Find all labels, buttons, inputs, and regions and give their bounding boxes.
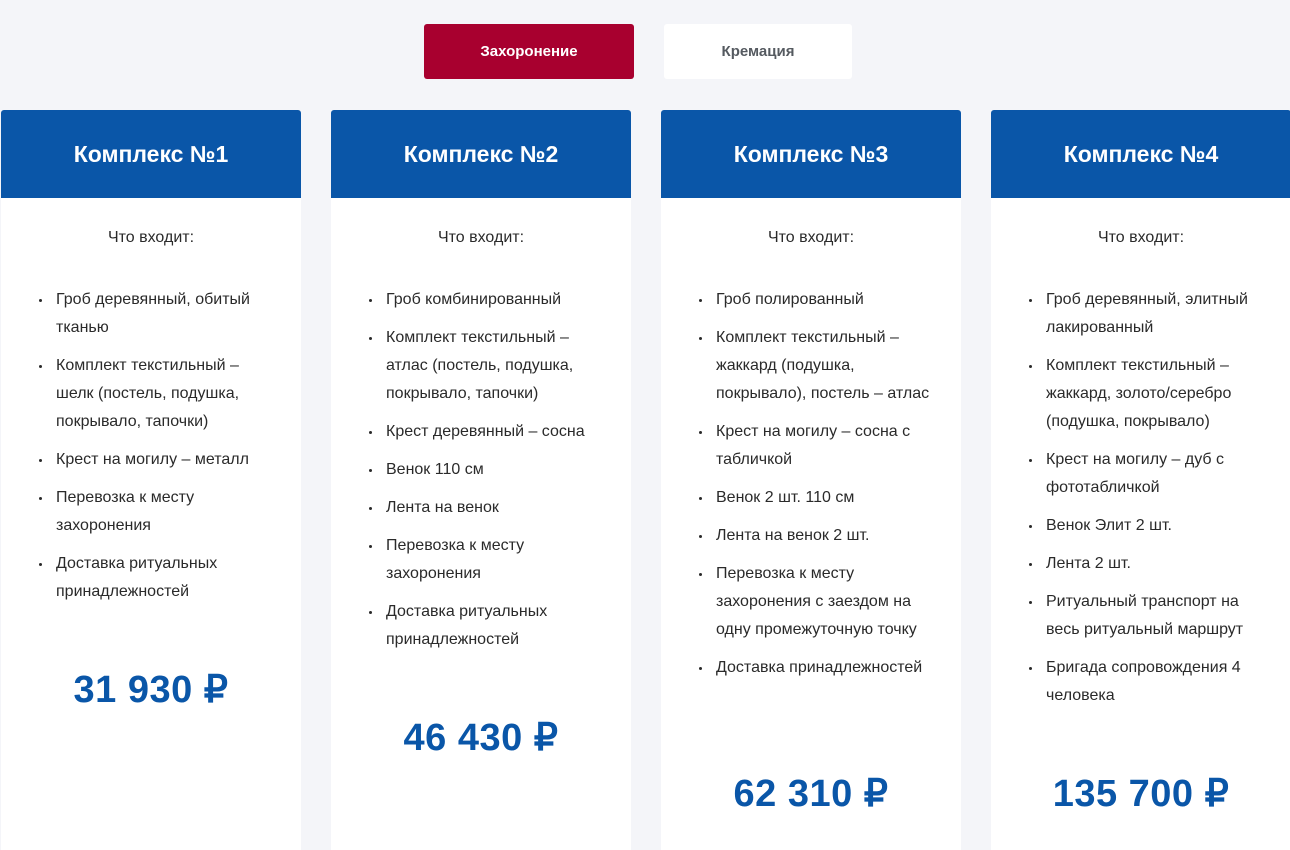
item-text: Венок Элит 2 шт. [1046, 517, 1172, 534]
bullet-icon [369, 337, 372, 340]
item-text: Бригада сопровождения 4 человека [1046, 659, 1241, 704]
item-text: Комплект текстильный – жаккард (подушка, покрывало), постель – атлас [716, 329, 930, 402]
bullet-icon [369, 611, 372, 614]
list-item [1029, 588, 1269, 644]
card-title: Комплекс №3 [661, 110, 961, 198]
package-card-4 [991, 110, 1290, 850]
bullet-icon [39, 299, 42, 302]
item-text: Комплект текстильный – атлас (постель, подушка, покрывало, тапочки) [386, 329, 574, 402]
list-item [699, 654, 939, 682]
item-text: Гроб полированный [716, 291, 864, 308]
includes-label: Что входит: [767, 229, 855, 246]
bullet-icon [699, 431, 702, 434]
includes-list [1029, 286, 1269, 720]
package-type-tabs [0, 24, 1290, 80]
list-item [39, 352, 279, 436]
list-item [1029, 512, 1269, 540]
item-text: Перевозка к месту захоронения [56, 489, 195, 534]
includes-label: Что входит: [107, 229, 195, 246]
bullet-icon [699, 573, 702, 576]
list-item [699, 560, 939, 644]
package-card-3 [661, 110, 961, 850]
bullet-icon [39, 365, 42, 368]
list-item [699, 484, 939, 512]
bullet-icon [699, 299, 702, 302]
item-text: Крест на могилу – дуб с фототабличкой [1046, 451, 1224, 496]
bullet-icon [699, 497, 702, 500]
item-text: Ритуальный транспорт на весь ритуальный маршрут [1046, 593, 1244, 638]
package-cards [1, 110, 1290, 840]
bullet-icon [699, 337, 702, 340]
package-price: 31 930 ₽ [73, 669, 229, 711]
list-item [39, 550, 279, 606]
package-card-1 [1, 110, 301, 850]
package-card-2 [331, 110, 631, 850]
list-item [39, 446, 279, 474]
includes-list [369, 286, 609, 664]
list-item [699, 418, 939, 474]
card-title: Комплекс №4 [991, 110, 1290, 198]
bullet-icon [39, 563, 42, 566]
list-item [699, 286, 939, 314]
bullet-icon [1029, 667, 1032, 670]
list-item [1029, 654, 1269, 710]
list-item [369, 532, 609, 588]
tab-cremation[interactable]: Кремация [664, 24, 852, 79]
item-text: Комплект текстильный – шелк (постель, подушка, покрывало, тапочки) [56, 357, 240, 430]
item-text: Перевозка к месту захоронения [386, 537, 525, 582]
item-text: Комплект текстильный – жаккард, золото/серебро (подушка, покрывало) [1046, 357, 1232, 430]
bullet-icon [39, 459, 42, 462]
card-title: Комплекс №2 [331, 110, 631, 198]
bullet-icon [369, 545, 372, 548]
list-item [1029, 352, 1269, 436]
item-text: Доставка ритуальных принадлежностей [386, 603, 548, 648]
includes-list [699, 286, 939, 692]
item-text: Лента на венок [386, 499, 499, 516]
list-item [369, 598, 609, 654]
package-price: 46 430 ₽ [403, 717, 559, 759]
bullet-icon [369, 469, 372, 472]
item-text: Лента на венок 2 шт. [716, 527, 870, 544]
item-text: Гроб комбинированный [386, 291, 562, 308]
card-title: Комплекс №1 [1, 110, 301, 198]
package-price: 135 700 ₽ [1052, 773, 1230, 815]
item-text: Гроб деревянный, элитный лакированный [1046, 291, 1248, 336]
bullet-icon [1029, 459, 1032, 462]
item-text: Доставка принадлежностей [716, 659, 923, 676]
bullet-icon [369, 507, 372, 510]
includes-list [39, 286, 279, 616]
bullet-icon [39, 497, 42, 500]
item-text: Доставка ритуальных принадлежностей [56, 555, 218, 600]
list-item [1029, 446, 1269, 502]
item-text: Лента 2 шт. [1046, 555, 1131, 572]
list-item [39, 286, 279, 342]
item-text: Гроб деревянный, обитый тканью [56, 291, 250, 336]
list-item [1029, 286, 1269, 342]
item-text: Крест деревянный – сосна [386, 423, 585, 440]
bullet-icon [1029, 563, 1032, 566]
list-item [369, 418, 609, 446]
item-text: Венок 2 шт. 110 см [716, 489, 855, 506]
includes-label: Что входит: [437, 229, 525, 246]
bullet-icon [1029, 365, 1032, 368]
bullet-icon [1029, 525, 1032, 528]
list-item [369, 286, 609, 314]
bullet-icon [369, 299, 372, 302]
includes-label: Что входит: [1097, 229, 1185, 246]
list-item [1029, 550, 1269, 578]
bullet-icon [1029, 299, 1032, 302]
list-item [699, 522, 939, 550]
item-text: Крест на могилу – металл [56, 451, 249, 468]
list-item [369, 456, 609, 484]
bullet-icon [699, 535, 702, 538]
list-item [369, 324, 609, 408]
item-text: Венок 110 см [386, 461, 484, 478]
item-text: Перевозка к месту захоронения с заездом на одну промежуточную точку [716, 565, 917, 638]
item-text: Крест на могилу – сосна с табличкой [716, 423, 911, 468]
bullet-icon [1029, 601, 1032, 604]
tab-burial[interactable]: Захоронение [424, 24, 634, 79]
list-item [39, 484, 279, 540]
package-price: 62 310 ₽ [733, 773, 889, 815]
bullet-icon [369, 431, 372, 434]
bullet-icon [699, 667, 702, 670]
list-item [369, 494, 609, 522]
list-item [699, 324, 939, 408]
